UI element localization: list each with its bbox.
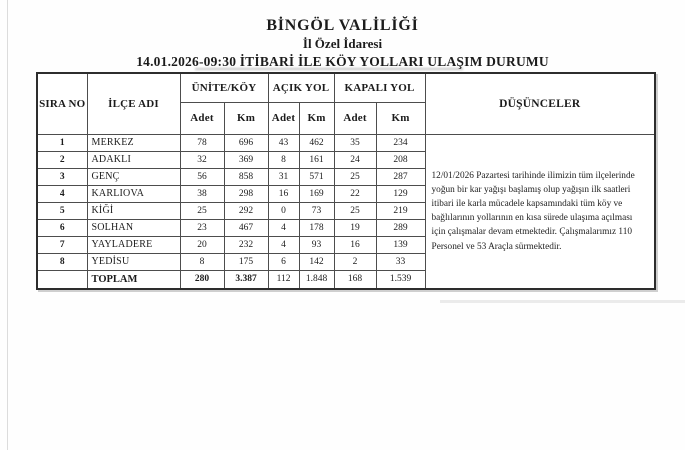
cell-kapali-km: 129: [376, 185, 425, 202]
cell-acik-km: 93: [299, 236, 334, 253]
cell-acik-km: 462: [299, 134, 334, 151]
cell-ilce-adi: ADAKLI: [87, 151, 180, 168]
col-header-dusunceler: DÜŞÜNCELER: [425, 73, 655, 134]
cell-kapali-km: 33: [376, 253, 425, 270]
total-acik-adet: 112: [268, 270, 299, 289]
subcol-unite-km: Km: [224, 102, 268, 134]
governorship-title: BİNGÖL VALİLİĞİ: [266, 17, 419, 34]
cell-sira-no: 8: [37, 253, 87, 270]
cell-unite-adet: 38: [180, 185, 224, 202]
cell-acik-adet: 4: [268, 236, 299, 253]
cell-acik-adet: 8: [268, 151, 299, 168]
cell-acik-km: 169: [299, 185, 334, 202]
cell-acik-adet: 16: [268, 185, 299, 202]
col-group-acik-yol: AÇIK YOL: [268, 73, 334, 102]
scan-strip-artifact: [440, 300, 685, 303]
cell-acik-km: 161: [299, 151, 334, 168]
cell-ilce-adi: KARLIOVA: [87, 185, 180, 202]
cell-unite-adet: 32: [180, 151, 224, 168]
cell-unite-km: 232: [224, 236, 268, 253]
document-header: [0, 17, 685, 70]
cell-acik-km: 142: [299, 253, 334, 270]
cell-unite-km: 696: [224, 134, 268, 151]
total-acik-km: 1.848: [299, 270, 334, 289]
cell-ilce-adi: YEDİSU: [87, 253, 180, 270]
cell-unite-adet: 23: [180, 219, 224, 236]
total-kapali-adet: 168: [334, 270, 376, 289]
cell-kapali-adet: 16: [334, 236, 376, 253]
cell-unite-km: 858: [224, 168, 268, 185]
cell-acik-adet: 31: [268, 168, 299, 185]
total-unite-km: 3.387: [224, 270, 268, 289]
cell-sira-no: 3: [37, 168, 87, 185]
cell-acik-adet: 43: [268, 134, 299, 151]
cell-acik-adet: 0: [268, 202, 299, 219]
cell-kapali-km: 219: [376, 202, 425, 219]
total-kapali-km: 1.539: [376, 270, 425, 289]
cell-unite-km: 298: [224, 185, 268, 202]
cell-acik-km: 571: [299, 168, 334, 185]
total-label: TOPLAM: [87, 270, 180, 289]
cell-unite-km: 369: [224, 151, 268, 168]
cell-acik-adet: 4: [268, 219, 299, 236]
cell-unite-km: 292: [224, 202, 268, 219]
col-header-ilce-adi: İLÇE ADI: [87, 73, 180, 134]
road-status-table: [36, 72, 656, 290]
total-unite-adet: 280: [180, 270, 224, 289]
subcol-kapali-km: Km: [376, 102, 425, 134]
report-title: 14.01.2026-09:30 İTİBARİ İLE KÖY YOLLARI ULAŞIM DURUMU: [136, 53, 549, 69]
cell-unite-km: 467: [224, 219, 268, 236]
cell-kapali-km: 208: [376, 151, 425, 168]
cell-kapali-km: 234: [376, 134, 425, 151]
table-row: [37, 134, 655, 151]
header-row-groups: [37, 73, 655, 102]
cell-ilce-adi: YAYLADERE: [87, 236, 180, 253]
cell-kapali-adet: 2: [334, 253, 376, 270]
administration-subtitle: İl Özel İdaresi: [302, 35, 383, 51]
cell-unite-km: 175: [224, 253, 268, 270]
cell-sira-no: 4: [37, 185, 87, 202]
cell-sira-no: 5: [37, 202, 87, 219]
col-group-kapali-yol: KAPALI YOL: [334, 73, 425, 102]
dusunceler-cell: [425, 134, 655, 289]
cell-ilce-adi: SOLHAN: [87, 219, 180, 236]
cell-unite-adet: 20: [180, 236, 224, 253]
cell-kapali-km: 289: [376, 219, 425, 236]
col-header-sira-no: SIRA NO: [37, 73, 87, 134]
cell-kapali-adet: 24: [334, 151, 376, 168]
cell-kapali-adet: 25: [334, 202, 376, 219]
subcol-acik-km: Km: [299, 102, 334, 134]
cell-acik-km: 73: [299, 202, 334, 219]
cell-kapali-km: 287: [376, 168, 425, 185]
cell-ilce-adi: MERKEZ: [87, 134, 180, 151]
cell-acik-km: 178: [299, 219, 334, 236]
col-group-unite-koy: ÜNİTE/KÖY: [180, 73, 268, 102]
cell-sira-no-empty: [37, 270, 87, 289]
cell-sira-no: 2: [37, 151, 87, 168]
subcol-kapali-adet: Adet: [334, 102, 376, 134]
cell-sira-no: 1: [37, 134, 87, 151]
subcol-unite-adet: Adet: [180, 102, 224, 134]
cell-kapali-km: 139: [376, 236, 425, 253]
cell-unite-adet: 25: [180, 202, 224, 219]
cell-kapali-adet: 25: [334, 168, 376, 185]
dusunceler-note: 12/01/2026 Pazartesi tarihinde ilimizin tüm ilçelerinde yoğun bir kar yağışı başlamış olup yağışın ilk saatleri itibari ile karla mücadele kapsamındaki tüm köy ve bağlılarının yollarının en kısa sürede ulaşıma açılması için çalışmalar devam etmektedir. Çalışmalarımız 110 Personel ve 53 Araçla sürmektedir.: [431, 170, 635, 252]
cell-kapali-adet: 19: [334, 219, 376, 236]
cell-sira-no: 7: [37, 236, 87, 253]
cell-sira-no: 6: [37, 219, 87, 236]
cell-unite-adet: 78: [180, 134, 224, 151]
subcol-acik-adet: Adet: [268, 102, 299, 134]
cell-kapali-adet: 22: [334, 185, 376, 202]
cell-acik-adet: 6: [268, 253, 299, 270]
cell-ilce-adi: GENÇ: [87, 168, 180, 185]
cell-kapali-adet: 35: [334, 134, 376, 151]
cell-unite-adet: 8: [180, 253, 224, 270]
cell-ilce-adi: KİĞİ: [87, 202, 180, 219]
cell-unite-adet: 56: [180, 168, 224, 185]
